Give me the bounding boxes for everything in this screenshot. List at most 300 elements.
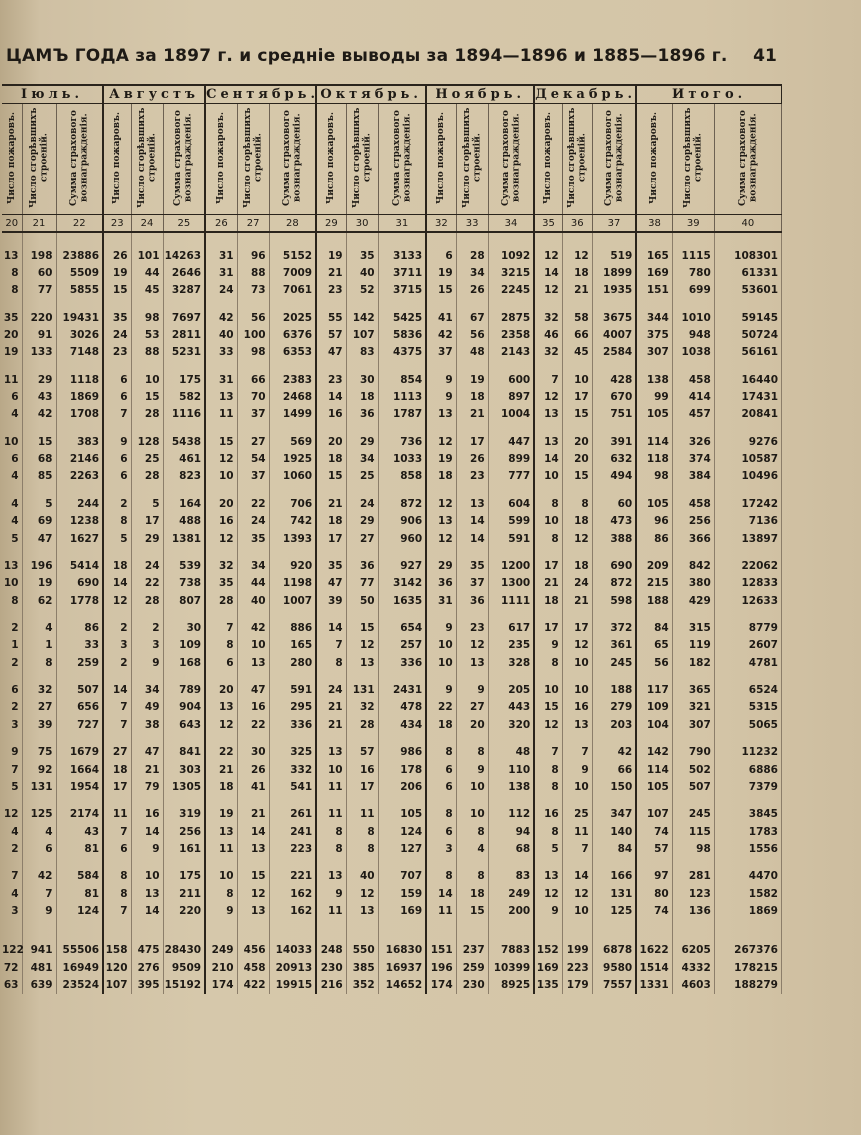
- table-cell: 10: [534, 468, 562, 485]
- table-cell: 16: [237, 699, 269, 716]
- spacer-cell: [672, 485, 714, 495]
- table-cell: 5425: [378, 309, 426, 326]
- table-cell: 21: [237, 806, 269, 823]
- table-cell: 395: [131, 976, 163, 993]
- table-cell: 8: [456, 744, 488, 761]
- table-cell: 28: [131, 406, 163, 423]
- spacer-cell: [163, 671, 205, 681]
- table-cell: 34: [346, 451, 378, 468]
- table-cell: 8: [456, 823, 488, 840]
- spacer-cell: [378, 547, 426, 557]
- spacer-cell: [426, 609, 456, 619]
- table-cell: 7136: [714, 513, 781, 530]
- table-cell: 6: [426, 761, 456, 778]
- table-cell: 550: [346, 942, 378, 959]
- spacer-cell: [714, 299, 781, 309]
- table-cell: 88: [131, 344, 163, 361]
- month-header: Итого.: [636, 85, 781, 104]
- table-cell: 20841: [714, 406, 781, 423]
- table-cell: 281: [672, 868, 714, 885]
- table-cell: 77: [346, 575, 378, 592]
- table-cell: 135: [534, 976, 562, 993]
- column-header: [534, 104, 562, 215]
- table-cell: 35: [237, 530, 269, 547]
- table-cell: 30: [346, 371, 378, 388]
- spacer-cell: [534, 547, 562, 557]
- table-cell: 4603: [672, 976, 714, 993]
- table-cell: 18: [534, 592, 562, 609]
- group-spacer: [2, 858, 782, 868]
- table-cell: 20: [562, 433, 592, 450]
- spacer-cell: [488, 361, 534, 371]
- table-cell: 41: [237, 778, 269, 795]
- spacer-cell: [131, 733, 163, 743]
- table-row: [2, 371, 782, 388]
- table-cell: 13: [534, 406, 562, 423]
- table-cell: 9: [205, 902, 237, 919]
- column-header-label: Число сгорѣвшихъ строеній.: [242, 107, 264, 208]
- spacer-cell: [269, 920, 316, 942]
- table-cell: 101: [131, 247, 163, 264]
- spacer-cell: [163, 733, 205, 743]
- table-cell: 60: [22, 264, 56, 281]
- group-spacer: [2, 671, 782, 681]
- table-cell: 8: [103, 868, 131, 885]
- table-cell: 29: [426, 557, 456, 574]
- table-cell: 68: [488, 840, 534, 857]
- table-cell: 1627: [56, 530, 103, 547]
- table-cell: 8: [534, 778, 562, 795]
- spacer-cell: [672, 671, 714, 681]
- table-cell: 4: [456, 840, 488, 857]
- table-cell: 118: [636, 451, 672, 468]
- table-cell: 47: [237, 682, 269, 699]
- table-cell: 17: [103, 778, 131, 795]
- spacer-cell: [346, 671, 378, 681]
- table-cell: 582: [163, 388, 205, 405]
- spacer-cell: [456, 299, 488, 309]
- table-cell: 14: [456, 513, 488, 530]
- table-cell: 63: [2, 976, 22, 993]
- table-cell: 886: [269, 619, 316, 636]
- spacer-cell: [672, 232, 714, 247]
- table-cell: 9: [316, 885, 346, 902]
- table-cell: 12: [205, 716, 237, 733]
- table-cell: 12633: [714, 592, 781, 609]
- table-cell: 15: [103, 282, 131, 299]
- spacer-cell: [22, 796, 56, 806]
- table-cell: 1787: [378, 406, 426, 423]
- table-cell: 13: [426, 406, 456, 423]
- table-cell: 11232: [714, 744, 781, 761]
- month-header: Августъ: [103, 85, 205, 104]
- table-cell: 12: [205, 451, 237, 468]
- table-row: [2, 264, 782, 281]
- table-cell: 136: [672, 902, 714, 919]
- spacer-cell: [488, 299, 534, 309]
- table-cell: 8: [562, 495, 592, 512]
- column-number: 20: [2, 215, 22, 233]
- table-cell: 3675: [592, 309, 636, 326]
- month-header: Іюль.: [2, 85, 103, 104]
- spacer-cell: [562, 232, 592, 247]
- table-cell: 21: [316, 699, 346, 716]
- table-cell: 6524: [714, 682, 781, 699]
- spacer-cell: [456, 361, 488, 371]
- table-cell: 1305: [163, 778, 205, 795]
- table-row: [2, 309, 782, 326]
- table-cell: 780: [672, 264, 714, 281]
- table-cell: 28: [205, 592, 237, 609]
- table-cell: 823: [163, 468, 205, 485]
- table-cell: 5065: [714, 716, 781, 733]
- table-row: [2, 942, 782, 959]
- table-cell: 13: [534, 433, 562, 450]
- spacer-cell: [269, 361, 316, 371]
- table-cell: 16: [131, 806, 163, 823]
- table-cell: 17: [562, 619, 592, 636]
- table-cell: 28: [131, 592, 163, 609]
- spacer-cell: [456, 796, 488, 806]
- table-cell: 10: [205, 468, 237, 485]
- column-number: 34: [488, 215, 534, 233]
- table-cell: 1778: [56, 592, 103, 609]
- table-cell: 352: [346, 976, 378, 993]
- table-cell: 7: [103, 823, 131, 840]
- table-cell: 19: [22, 575, 56, 592]
- table-row: [2, 495, 782, 512]
- table-cell: 32: [22, 682, 56, 699]
- table-cell: 36: [346, 406, 378, 423]
- spacer-cell: [22, 858, 56, 868]
- table-cell: 9: [562, 761, 592, 778]
- spacer-cell: [488, 796, 534, 806]
- table-cell: 600: [488, 371, 534, 388]
- table-cell: 8: [2, 592, 22, 609]
- table-cell: 60: [592, 495, 636, 512]
- table-cell: 67: [456, 309, 488, 326]
- table-cell: 2584: [592, 344, 636, 361]
- table-cell: 26: [237, 761, 269, 778]
- table-cell: 2146: [56, 451, 103, 468]
- spacer-cell: [131, 920, 163, 942]
- table-cell: 13: [316, 868, 346, 885]
- table-cell: 42: [205, 309, 237, 326]
- table-cell: 7: [562, 744, 592, 761]
- table-cell: 8: [2, 282, 22, 299]
- table-cell: 361: [592, 637, 636, 654]
- table-cell: 6: [2, 451, 22, 468]
- column-number: 32: [426, 215, 456, 233]
- table-cell: 25: [562, 806, 592, 823]
- table-cell: 21: [562, 282, 592, 299]
- group-spacer: [2, 361, 782, 371]
- table-cell: 47: [22, 530, 56, 547]
- column-header-label: Сумма страхового вознагражденія.: [68, 109, 90, 206]
- spacer-cell: [346, 733, 378, 743]
- table-cell: 11: [103, 806, 131, 823]
- table-cell: 34: [456, 264, 488, 281]
- column-header: [131, 104, 163, 215]
- spacer-cell: [131, 423, 163, 433]
- table-cell: 7: [205, 619, 237, 636]
- spacer-cell: [2, 361, 22, 371]
- table-cell: 7: [2, 868, 22, 885]
- table-cell: 110: [488, 761, 534, 778]
- table-cell: 391: [592, 433, 636, 450]
- table-cell: 428: [592, 371, 636, 388]
- spacer-cell: [592, 547, 636, 557]
- table-cell: 8: [103, 885, 131, 902]
- table-cell: 16: [346, 761, 378, 778]
- table-cell: 12: [534, 885, 562, 902]
- table-cell: 18: [562, 513, 592, 530]
- table-row: [2, 468, 782, 485]
- spacer-cell: [672, 547, 714, 557]
- table-row: [2, 761, 782, 778]
- table-cell: 54: [237, 451, 269, 468]
- table-cell: 3715: [378, 282, 426, 299]
- spacer-cell: [22, 423, 56, 433]
- table-cell: 807: [163, 592, 205, 609]
- table-cell: 960: [378, 530, 426, 547]
- spacer-cell: [131, 232, 163, 247]
- spacer-cell: [56, 609, 103, 619]
- spacer-cell: [592, 299, 636, 309]
- table-cell: 37: [237, 468, 269, 485]
- table-cell: 2: [2, 699, 22, 716]
- spacer-cell: [316, 232, 346, 247]
- table-cell: 133: [22, 344, 56, 361]
- table-cell: 13: [346, 902, 378, 919]
- spacer-cell: [237, 858, 269, 868]
- table-cell: 13: [205, 823, 237, 840]
- table-cell: 209: [636, 557, 672, 574]
- table-cell: 34: [131, 682, 163, 699]
- table-cell: 23: [316, 282, 346, 299]
- table-cell: 325: [269, 744, 316, 761]
- table-row: [2, 619, 782, 636]
- table-cell: 10: [131, 371, 163, 388]
- table-cell: 124: [378, 823, 426, 840]
- table-cell: 168: [163, 654, 205, 671]
- table-cell: 6: [426, 778, 456, 795]
- table-cell: 1038: [672, 344, 714, 361]
- spacer-cell: [672, 361, 714, 371]
- table-cell: 10: [562, 778, 592, 795]
- table-cell: 14: [131, 823, 163, 840]
- spacer-cell: [22, 232, 56, 247]
- table-cell: 10: [426, 654, 456, 671]
- table-cell: 28430: [163, 942, 205, 959]
- spacer-cell: [163, 299, 205, 309]
- table-cell: 44: [237, 575, 269, 592]
- table-cell: 13: [237, 654, 269, 671]
- table-cell: 105: [636, 495, 672, 512]
- table-cell: 10: [456, 778, 488, 795]
- table-cell: 1007: [269, 592, 316, 609]
- spacer-cell: [534, 671, 562, 681]
- spacer-cell: [636, 671, 672, 681]
- table-cell: 23: [456, 468, 488, 485]
- table-cell: 57: [346, 744, 378, 761]
- table-cell: 40: [346, 868, 378, 885]
- table-cell: 50724: [714, 326, 781, 343]
- table-cell: 16937: [378, 959, 426, 976]
- spacer-cell: [237, 920, 269, 942]
- table-cell: 50: [346, 592, 378, 609]
- table-cell: 10: [426, 637, 456, 654]
- table-cell: 1060: [269, 468, 316, 485]
- table-cell: 9: [131, 840, 163, 857]
- table-row: [2, 902, 782, 919]
- table-cell: 9: [456, 761, 488, 778]
- table-cell: 2: [131, 619, 163, 636]
- spacer-cell: [269, 609, 316, 619]
- spacer-cell: [131, 796, 163, 806]
- column-header: [103, 104, 131, 215]
- spacer-cell: [426, 423, 456, 433]
- column-header: [316, 104, 346, 215]
- table-cell: 1556: [714, 840, 781, 857]
- table-cell: 99: [636, 388, 672, 405]
- spacer-cell: [131, 609, 163, 619]
- table-cell: 40: [346, 264, 378, 281]
- table-row: [2, 433, 782, 450]
- table-cell: 36: [426, 575, 456, 592]
- table-cell: 196: [426, 959, 456, 976]
- table-cell: 220: [163, 902, 205, 919]
- table-cell: 699: [672, 282, 714, 299]
- column-number: 22: [56, 215, 103, 233]
- table-cell: 19: [205, 806, 237, 823]
- table-cell: 584: [56, 868, 103, 885]
- spacer-cell: [534, 796, 562, 806]
- table-cell: 14: [534, 264, 562, 281]
- table-cell: 9: [456, 682, 488, 699]
- table-cell: 30: [163, 619, 205, 636]
- table-cell: 244: [56, 495, 103, 512]
- spacer-cell: [426, 733, 456, 743]
- table-cell: 31: [205, 264, 237, 281]
- table-cell: 11: [316, 778, 346, 795]
- table-cell: 347: [592, 806, 636, 823]
- table-cell: 83: [488, 868, 534, 885]
- table-row: [2, 282, 782, 299]
- table-cell: 98: [237, 344, 269, 361]
- table-cell: 5836: [378, 326, 426, 343]
- spacer-cell: [56, 796, 103, 806]
- table-cell: 22: [131, 575, 163, 592]
- table-cell: 124: [56, 902, 103, 919]
- table-cell: 2: [103, 495, 131, 512]
- table-cell: 16: [316, 406, 346, 423]
- table-cell: 10: [2, 575, 22, 592]
- table-cell: 98: [131, 309, 163, 326]
- table-cell: 6205: [672, 942, 714, 959]
- table-cell: 138: [488, 778, 534, 795]
- table-cell: 2: [103, 619, 131, 636]
- spacer-cell: [205, 796, 237, 806]
- column-number: 35: [534, 215, 562, 233]
- table-cell: 151: [636, 282, 672, 299]
- table-row: [2, 778, 782, 795]
- table-cell: 1679: [56, 744, 103, 761]
- table-cell: 12: [426, 433, 456, 450]
- spacer-cell: [2, 858, 22, 868]
- table-cell: 11: [426, 902, 456, 919]
- table-cell: 74: [636, 902, 672, 919]
- table-cell: 4: [2, 495, 22, 512]
- table-row: [2, 557, 782, 574]
- column-header: [426, 104, 456, 215]
- table-cell: 7: [562, 840, 592, 857]
- table-cell: 108301: [714, 247, 781, 264]
- table-cell: 215: [636, 575, 672, 592]
- table-cell: 22062: [714, 557, 781, 574]
- table-cell: 8: [456, 868, 488, 885]
- table-cell: 3026: [56, 326, 103, 343]
- spacer-cell: [378, 671, 426, 681]
- table-cell: 42: [22, 406, 56, 423]
- table-cell: 61331: [714, 264, 781, 281]
- table-cell: 19: [2, 344, 22, 361]
- column-header-label: Сумма страхового вознагражденія.: [500, 109, 521, 206]
- spacer-cell: [534, 232, 562, 247]
- table-cell: 18: [456, 388, 488, 405]
- table-cell: 1783: [714, 823, 781, 840]
- spacer-cell: [488, 485, 534, 495]
- spacer-cell: [534, 485, 562, 495]
- table-cell: 17242: [714, 495, 781, 512]
- spacer-cell: [426, 920, 456, 942]
- table-cell: 8: [426, 806, 456, 823]
- spacer-cell: [672, 858, 714, 868]
- table-cell: 21: [316, 264, 346, 281]
- spacer-cell: [488, 423, 534, 433]
- table-cell: 10: [205, 868, 237, 885]
- table-row: [2, 959, 782, 976]
- spacer-cell: [269, 547, 316, 557]
- table-cell: 91: [22, 326, 56, 343]
- column-number: 29: [316, 215, 346, 233]
- column-header-label: Число пожаровъ.: [543, 111, 554, 204]
- spacer-cell: [316, 485, 346, 495]
- spacer-cell: [534, 609, 562, 619]
- table-cell: 854: [378, 371, 426, 388]
- table-cell: 15: [22, 433, 56, 450]
- table-cell: 4: [22, 619, 56, 636]
- table-cell: 11: [316, 806, 346, 823]
- spacer-cell: [562, 547, 592, 557]
- table-cell: 32: [534, 309, 562, 326]
- table-cell: 35: [316, 557, 346, 574]
- table-cell: 104: [636, 716, 672, 733]
- table-cell: 19: [456, 371, 488, 388]
- table-cell: 9: [534, 637, 562, 654]
- table-cell: 245: [672, 806, 714, 823]
- table-cell: 223: [269, 840, 316, 857]
- column-header-label: Число сгорѣвшихъ строеній.: [28, 107, 49, 208]
- table-cell: 16949: [56, 959, 103, 976]
- spacer-cell: [562, 858, 592, 868]
- column-header-label: Число пожаровъ.: [436, 111, 447, 204]
- table-cell: 100: [237, 326, 269, 343]
- table-cell: 12833: [714, 575, 781, 592]
- table-cell: 319: [163, 806, 205, 823]
- spacer-cell: [378, 361, 426, 371]
- table-cell: 94: [488, 823, 534, 840]
